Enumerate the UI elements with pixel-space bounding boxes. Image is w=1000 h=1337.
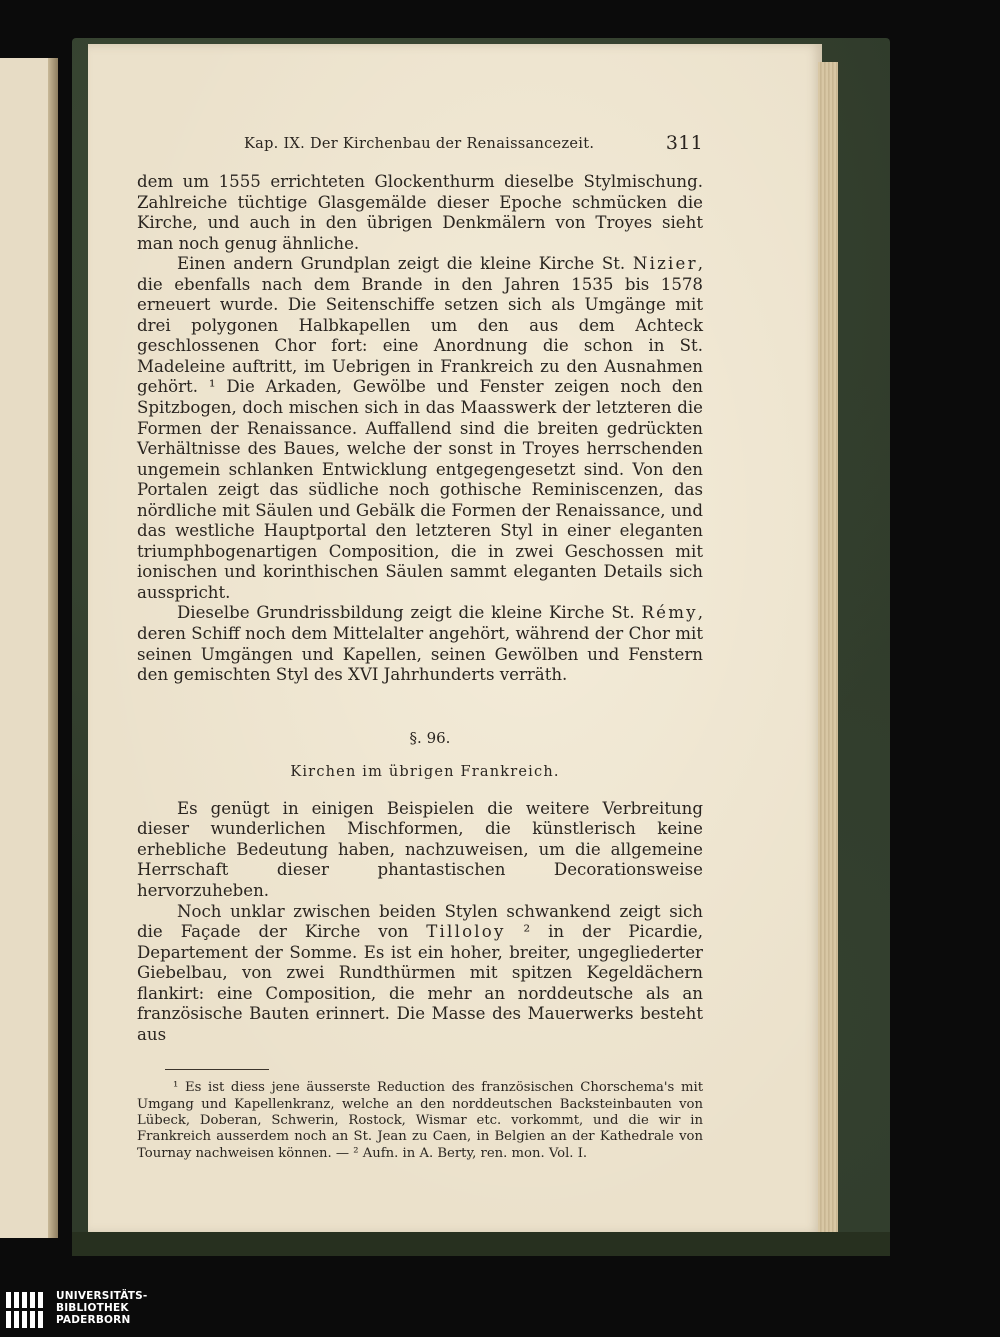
left-page-gutter [48,58,58,1238]
section-text [137,799,703,1046]
paragraph-1: dem um 1555 errichteten Glockenthurm dieselbe Stylmischung. Zahlreiche tüchtige Glasgemälde dieser Epoche schmücken die Kirche, und auch in den übrigen Denkmälern von Troyes sieht man noch genug ähnliche. [137,172,703,253]
paragraph-3 [137,603,703,685]
left-page-edge [0,58,54,1238]
footnotes [137,1080,703,1161]
section-paragraph-2-rest: ² in der Picardie, Departement der Somme. Es ist ein hoher, breiter, ungegliederter Giebelbau, von zwei Rundthürmen mit spitzen Kegeldächern flankirt: eine Composition, die mehr an norddeutsche als an französische Bauten erinnert. Die Masse des Mauerwerks besteht aus [137,922,703,1044]
paragraph-3-rest: , deren Schiff noch dem Mittelalter angehört, während der Chor mit seinen Umgängen und Kapellen, seinen Gewölben und Fenstern den gemischten Styl des XVI Jahrhunderts verräth. [137,603,703,685]
page-stack-edge [818,62,838,1234]
running-head [137,132,703,160]
main-text [137,172,703,1045]
page-number: 311 [665,132,703,154]
library-logo-icon [6,1290,50,1330]
section-paragraph-2-start: Noch unklar zwischen beiden Stylen schwankend zeigt sich die Façade der Kirche von [137,901,703,942]
section-title: Kirchen im übrigen Frankreich. [290,764,560,781]
logo-line-3: PADERBORN [56,1314,131,1327]
footnote-rule [165,1069,269,1070]
paragraph-2-start: Einen andern Grundplan zeigt die kleine Kirche St. [177,254,633,274]
church-name-remy: Rémy [641,603,698,623]
footnote-text: ¹ Es ist diess jene äusserste Reduction des französischen Chorschema's mit Umgang und Kapellenkranz, welche an den norddeutschen Backsteinbauten von Lübeck, Doberan, Schwerin, Rostock, Wismar etc. vorkommt, und die wir in Frankreich ausserdem noch an St. Jean zu Caen, in Belgien an der Kathedrale von Tournay nachweisen können. — ² Aufn. in A. Berty, ren. mon. Vol. I. [137,1080,703,1161]
paragraph-2 [137,254,703,603]
section-paragraph-1: Es genügt in einigen Beispielen die weitere Verbreitung dieser wunderlichen Mischformen, die künstlerisch keine erhebliche Bedeutung haben, nachzuweisen, um die allgemeine Herrschaft dieser phantastischen Decorationsweise hervorzuheben. [137,798,703,900]
section-number: §. 96. [409,728,451,747]
church-name-tilloloy: Tilloloy [426,922,506,942]
running-title: Kap. IX. Der Kirchenbau der Renaissancezeit. [244,136,595,152]
church-name-nizier: Nizier [632,254,698,274]
page-content [137,132,703,1162]
logo-line-1: UNIVERSITÄTS- [56,1290,148,1302]
cover-bottom [72,1232,890,1256]
library-logo [6,1290,166,1334]
paragraph-2-rest: , die ebenfalls nach dem Brande in den Jahren 1535 bis 1578 erneuert wurde. Die Seitenschiffe setzen sich als Umgänge mit drei polygonen Halbkapellen um den aus dem Achteck geschlossenen Chor fort: eine Anordnung die schon in St. Madeleine auftritt, im Uebrigen in Frankreich zu den Ausnahmen gehört. ¹ Die Arkaden, Gewölbe und Fenster zeigen noch den Spitzbogen, doch mischen sich in das Maasswerk der letzteren die Formen der Renaissance. Auffallend sind die breiten gedrückten Verhältnisse des Baues, welche der sonst in Troyes herrschenden ungemein schlanken Entwicklung entgegengesetzt sind. Von den Portalen zeigt das südliche noch gothische Reminiscenzen, das nördliche mit Säulen und Gebälk die Formen der Renaissance, und das westliche Hauptportal den letzteren Styl in einer eleganten triumphbogenartigen Composition, die in zwei Geschossen mit ionischen und korinthischen Säulen sammt eleganten Details sich ausspricht. [137,254,703,602]
library-logo-text [56,1290,147,1327]
section-paragraph-2 [137,902,703,1046]
logo-line-2: BIBLIOTHEK [56,1302,129,1315]
paragraph-3-start: Dieselbe Grundrissbildung zeigt die kleine Kirche St. [177,603,642,623]
